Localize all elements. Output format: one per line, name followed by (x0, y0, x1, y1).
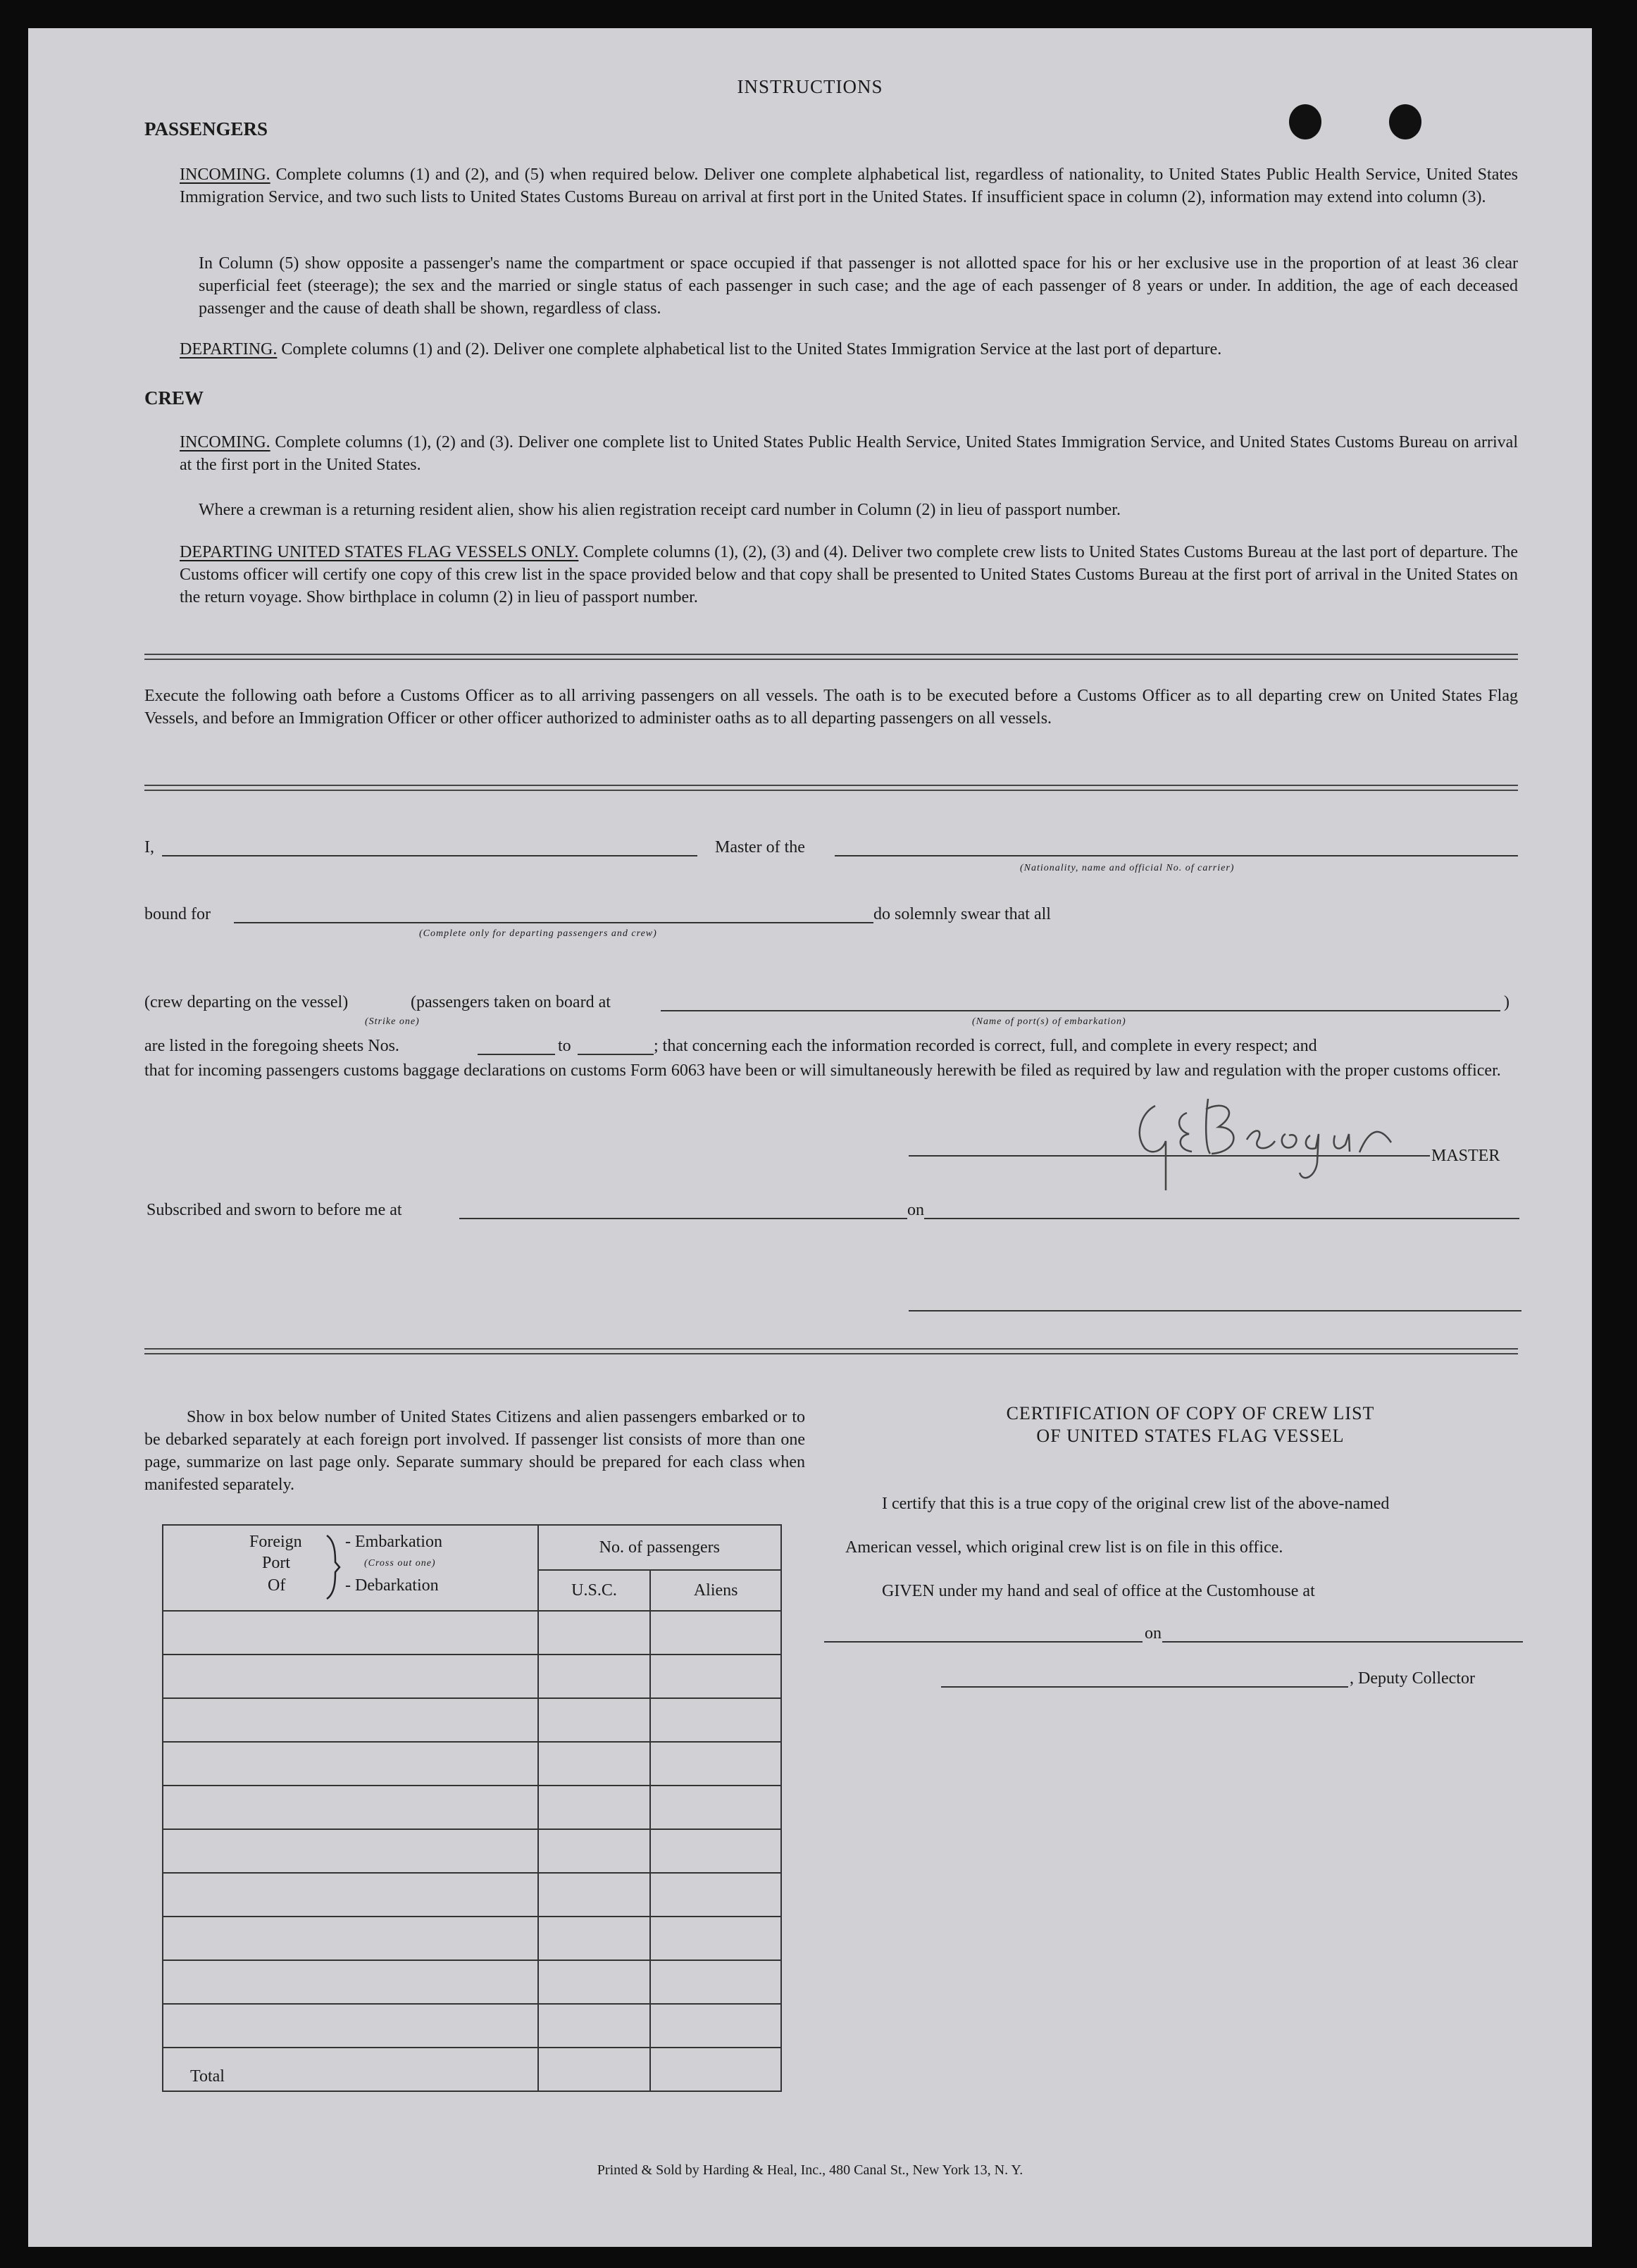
printer-imprint: Printed & Sold by Harding & Heal, Inc., 480 Canal St., New York 13, N. Y. (597, 2162, 1023, 2178)
col-foreign: Foreign (249, 1533, 302, 1551)
customhouse-field[interactable] (824, 1641, 1143, 1643)
port-caption: (Name of port(s) of embarkation) (972, 1016, 1126, 1027)
nationality-caption: (Nationality, name and official No. of carrier) (1020, 863, 1235, 873)
passengers-heading: PASSENGERS (144, 118, 268, 139)
oath-intro: Execute the following oath before a Customs Officer as to all arriving passengers on all vessels. The oath is to be executed before a Customs Officer as to all departing crew on United States Flag Vessels, and before an Immigration Officer or other officer authorized to administer oaths as to all departing passengers on all vessels. (144, 687, 1518, 728)
brace-icon (324, 1534, 341, 1600)
aliens-cell[interactable] (650, 1786, 781, 1829)
usc-total-cell[interactable] (538, 2048, 651, 2091)
col-of: Of (268, 1576, 286, 1595)
aliens-cell[interactable] (650, 1698, 781, 1742)
bound-for-field[interactable] (234, 922, 873, 923)
usc-cell[interactable] (538, 1873, 651, 1917)
master-of-the-label: Master of the (715, 838, 805, 856)
aliens-cell[interactable] (650, 1960, 781, 2004)
bound-caption: (Complete only for departing passengers and crew) (419, 928, 657, 939)
crew-incoming-paragraph (180, 431, 1518, 476)
table-row[interactable] (163, 1611, 538, 1655)
table-row[interactable] (163, 1655, 538, 1698)
passengers-incoming-paragraph (180, 163, 1518, 208)
usc-cell[interactable] (538, 1655, 651, 1698)
port-of-embarkation-field[interactable] (661, 1010, 1500, 1011)
aliens-cell[interactable] (650, 1655, 781, 1698)
punch-hole-right (1389, 104, 1421, 139)
aliens-cell[interactable] (650, 1917, 781, 1960)
bound-for-label: bound for (144, 905, 211, 923)
aliens-cell[interactable] (650, 1611, 781, 1655)
deputy-collector-signature[interactable] (941, 1686, 1348, 1688)
deputy-collector-label: , Deputy Collector (1350, 1669, 1475, 1688)
passengers-departing-text: Complete columns (1) and (2). Deliver one complete alphabetical list to the United States Immigration Service at the last port of departure. (281, 340, 1222, 359)
close-paren: ) (1504, 993, 1510, 1011)
usc-cell[interactable] (538, 1698, 651, 1742)
usc-cell[interactable] (538, 1611, 651, 1655)
table-row[interactable] (163, 1917, 538, 1960)
usc-cell[interactable] (538, 1742, 651, 1786)
total-label: Total (190, 2067, 225, 2086)
crew-departing-text: Complete columns (1), (2), (3) and (4). Deliver two complete crew lists to United States Customs Bureau at the last port of departure. The Customs officer will certify one copy of this crew list in the space provided below and that copy shall be presented to United States Customs Bureau at the first port of arrival in the United States on the return voyage. Show birthplace in column (2) in lieu of passport number. (180, 543, 1518, 606)
sheet-from-field[interactable] (478, 1054, 555, 1055)
certification-on-label: on (1145, 1624, 1162, 1643)
passengers-incoming-label: INCOMING. (180, 166, 270, 184)
passengers-incoming-text: Complete columns (1) and (2), and (5) when required below. Deliver one complete alphabetical list, regardless of nationality, to United States Public Health Service, United States Immigration Service, and two such lists to United States Customs Bureau on arrival at first port in the United States. If insufficient space in column (2), information may extend into column (3). (180, 166, 1519, 206)
divider-rule (144, 1353, 1518, 1354)
table-row[interactable] (163, 1698, 538, 1742)
subscribed-on-label: on (907, 1201, 924, 1219)
table-row[interactable] (163, 1742, 538, 1786)
i-label: I, (144, 838, 154, 856)
concerning-text: ; that concerning each the information recorded is correct, full, and complete in every respect; and (654, 1037, 1317, 1055)
total-row (163, 2048, 538, 2091)
certify-text: I certify that this is a true copy of the original crew list of the above-named (882, 1495, 1390, 1513)
crew-heading: CREW (144, 387, 204, 409)
no-of-passengers-header: No. of passengers (538, 1525, 781, 1570)
passengers-taken-label: (passengers taken on board at (411, 993, 611, 1011)
aliens-cell[interactable] (650, 1873, 781, 1917)
divider-rule (144, 659, 1518, 660)
given-text: GIVEN under my hand and seal of office at the Customhouse at (882, 1582, 1315, 1600)
passengers-departing-paragraph (180, 338, 1518, 361)
master-name-field[interactable] (162, 855, 697, 856)
subscribed-place-field[interactable] (459, 1218, 907, 1219)
aliens-cell[interactable] (650, 1829, 781, 1873)
certification-title-2: OF UNITED STATES FLAG VESSEL (1036, 1426, 1345, 1446)
table-row[interactable] (163, 2004, 538, 2048)
usc-cell[interactable] (538, 1917, 651, 1960)
divider-rule (144, 790, 1518, 791)
document-page (28, 28, 1592, 2247)
sheet-to-field[interactable] (578, 1054, 654, 1055)
divider-rule (144, 785, 1518, 786)
swear-text: do solemnly swear that all (873, 905, 1051, 923)
port-header-cell (163, 1525, 538, 1611)
master-label: MASTER (1431, 1147, 1500, 1165)
certification-date-field[interactable] (1162, 1641, 1523, 1643)
aliens-total-cell[interactable] (650, 2048, 781, 2091)
summary-intro: Show in box below number of United States Citizens and alien passengers embarked or to be debarked separately at each foreign port involved. If passenger list consists of more than one page, summarize on last page only. Separate summary should be prepared for each class when manifested separately. (144, 1408, 805, 1494)
usc-cell[interactable] (538, 1829, 651, 1873)
strike-caption: (Strike one) (365, 1016, 420, 1027)
crew-departing-paragraph (180, 541, 1518, 609)
master-signature (1127, 1085, 1423, 1211)
punch-hole-left (1289, 104, 1321, 139)
usc-header: U.S.C. (538, 1570, 651, 1611)
certification-title-1: CERTIFICATION OF COPY OF CREW LIST (1006, 1403, 1375, 1423)
debarkation-label: - Debarkation (345, 1576, 439, 1595)
aliens-cell[interactable] (650, 1742, 781, 1786)
col-port: Port (262, 1554, 291, 1572)
subscribed-text: Subscribed and sworn to before me at (147, 1201, 402, 1219)
crew-incoming-text: Complete columns (1), (2) and (3). Deliver one complete list to United States Public Health Service, United States Immigration Service, and United States Customs Bureau on arrival at the first port in the United States. (180, 433, 1518, 474)
passengers-departing-label: DEPARTING. (180, 340, 278, 359)
table-row[interactable] (163, 1829, 538, 1873)
baggage-text: that for incoming passengers customs baggage declarations on customs Form 6063 have been or will simultaneously herewith be filed as required by law and regulation with the proper customs officer. (144, 1061, 1501, 1080)
subscribed-date-field[interactable] (924, 1218, 1519, 1219)
embarkation-label: - Embarkation (345, 1533, 442, 1551)
page-title: INSTRUCTIONS (737, 76, 883, 97)
passenger-summary-table (162, 1524, 782, 2092)
crew-departing-label: DEPARTING UNITED STATES FLAG VESSELS ONLY. (180, 543, 579, 561)
table-row[interactable] (163, 1960, 538, 2004)
listed-text: are listed in the foregoing sheets Nos. (144, 1037, 399, 1055)
divider-rule (144, 1348, 1518, 1350)
aliens-header: Aliens (650, 1570, 781, 1611)
crew-incoming-label: INCOMING. (180, 433, 270, 451)
officer-signature-line[interactable] (909, 1310, 1521, 1311)
cross-out-caption: (Cross out one) (364, 1558, 436, 1569)
carrier-field[interactable] (835, 855, 1518, 856)
crew-departing-label: (crew departing on the vessel) (144, 993, 349, 1011)
divider-rule (144, 654, 1518, 655)
to-label: to (558, 1037, 571, 1055)
usc-cell[interactable] (538, 2004, 651, 2048)
usc-cell[interactable] (538, 1786, 651, 1829)
usc-cell[interactable] (538, 1960, 651, 2004)
table-row[interactable] (163, 1786, 538, 1829)
passengers-column5-paragraph: In Column (5) show opposite a passenger's name the compartment or space occupied if that passenger is not allotted space for his or her exclusive use in the proportion of at least 36 clear superficial feet (steerage); the sex and the married or single status of each passenger in such case; and the age of each passenger of 8 years or under. In addition, the age of each deceased passenger and the cause of death shall be shown, regardless of class. (199, 254, 1518, 318)
table-row[interactable] (163, 1873, 538, 1917)
crew-resident-paragraph: Where a crewman is a returning resident alien, show his alien registration receipt card number in Column (2) in lieu of passport number. (199, 501, 1121, 519)
aliens-cell[interactable] (650, 2004, 781, 2048)
american-text: American vessel, which original crew list is on file in this office. (845, 1538, 1283, 1557)
